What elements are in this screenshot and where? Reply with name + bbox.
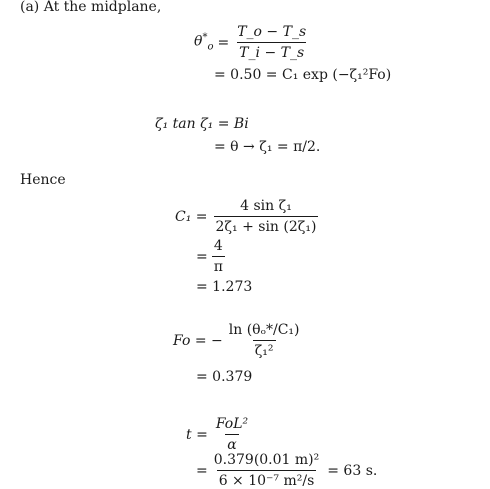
t-lhs: t = <box>186 426 208 443</box>
fo-fraction-numerator: ln (θₒ*/C₁) <box>228 322 300 338</box>
c1-fraction-numerator: 4 sin ζ₁ <box>240 198 292 214</box>
theta-symbol: $\theta^*_o$ <box>194 32 214 53</box>
t-fraction <box>214 416 250 453</box>
theta-equation-line2: = 0.50 = C₁ exp (−ζ₁²Fo) <box>214 67 392 83</box>
t-line2-denominator: 6 × 10⁻⁷ m²/s <box>217 470 317 489</box>
c1-line2-denominator: π <box>212 256 225 275</box>
t-line2-result: = 63 s. <box>327 462 378 479</box>
t-line2-fraction <box>212 452 322 489</box>
c1-fraction-denominator: 2ζ₁ + sin (2ζ₁) <box>214 216 319 235</box>
fo-fraction <box>227 322 302 359</box>
zeta-equation-line1: ζ₁ tan ζ₁ = Bi <box>155 116 249 132</box>
t-fraction-numerator: FoL² <box>215 416 249 432</box>
c1-equation-line2: = $\frac{4}{\pi}$ <box>196 238 223 275</box>
t-equation-line1 <box>186 416 252 453</box>
c1-line2-fraction <box>212 238 225 275</box>
t-fraction-denominator: α <box>225 434 238 453</box>
fo-fraction-denominator: ζ₁² <box>253 340 276 359</box>
section-heading: (a) At the midplane, <box>20 0 162 15</box>
theta-fraction <box>235 24 308 61</box>
c1-equation-line3: = 1.273 <box>196 279 253 295</box>
hence-label: Hence <box>20 172 66 188</box>
c1-line2-numerator: 4 <box>213 238 223 254</box>
c1-equation-line1 <box>175 198 320 235</box>
t-equation-line2: = $\frac{\text{0.379(0.01 m)²}}{\text{6 × 10⁻⁷ m²/s}}$ = 63 s. <box>196 452 378 489</box>
c1-fraction <box>214 198 319 235</box>
theta-fraction-numerator: T_o − T_s <box>237 24 307 40</box>
c1-lhs: C₁ = <box>175 208 208 225</box>
theta-fraction-denominator: T_i − T_s <box>237 42 306 61</box>
fo-equation-line1 <box>173 322 303 359</box>
fo-equation-line2: = 0.379 <box>196 369 253 385</box>
theta-equation-line1: $\theta^*_o$ = $\frac{T\_o - T\_s}{T\_i - T\_s}$ <box>194 24 307 61</box>
t-line2-numerator: 0.379(0.01 m)² <box>213 452 320 468</box>
fo-lhs: Fo = − <box>173 332 223 349</box>
zeta-equation-line2: = θ → ζ₁ = π/2. <box>214 139 321 155</box>
